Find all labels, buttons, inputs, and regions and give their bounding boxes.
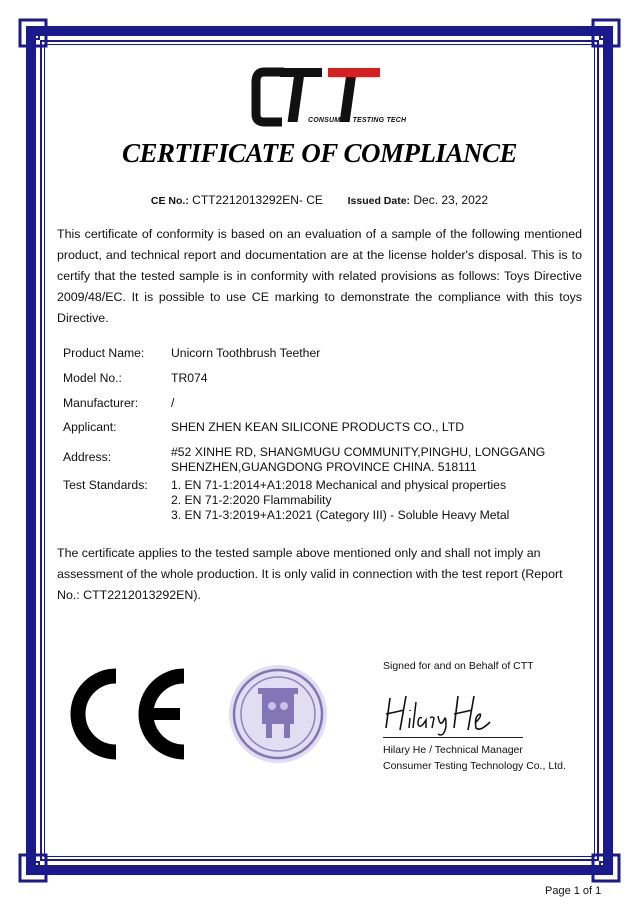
manufacturer-label: Manufacturer: xyxy=(63,396,139,410)
corner-ornament-top-right xyxy=(591,18,621,48)
address-label: Address: xyxy=(63,450,112,464)
test-standards-list xyxy=(171,478,591,523)
model-no-label: Model No.: xyxy=(63,371,122,385)
ce-number-line xyxy=(0,193,639,207)
model-no-value: TR074 xyxy=(171,371,208,385)
product-name-value: Unicorn Toothbrush Teether xyxy=(171,346,321,360)
ce-number-label: CE No.: xyxy=(150,195,189,207)
corner-ornament-bottom-right xyxy=(591,853,621,883)
signature-line xyxy=(383,737,523,738)
test-standard-item: 2. EN 71-2:2020 Flammability xyxy=(171,493,332,507)
signer-block xyxy=(383,742,566,774)
certificate-title: CERTIFICATE OF COMPLIANCE xyxy=(121,138,518,168)
company-seal-icon xyxy=(226,662,330,766)
test-standard-item: 3. EN 71-3:2019+A1:2021 (Category III) - Soluble Heavy Metal xyxy=(171,508,510,522)
test-standards-label: Test Standards: xyxy=(63,478,148,492)
test-standard-item: 1. EN 71-1:2014+A1:2018 Mechanical and physical properties xyxy=(171,478,507,492)
corner-ornament-top-left xyxy=(18,18,48,48)
signed-for-text: Signed for and on Behalf of CTT xyxy=(383,660,534,672)
address-line-1: #52 XINHE RD, SHANGMUGU COMMUNITY,PINGHU, LONGGANG xyxy=(171,445,546,459)
intro-paragraph: This certificate of conformity is based on an evaluation of a sample of the following mentioned product, and technical report and documentation are at the license holder's disposal. This is to certify that the tested sample is in conformity with related provisions as follows: Toys Directive 2009/48/EC. It is possible to use CE marking to demonstrate the compliance with this toys Directive. xyxy=(57,227,582,325)
applicant-label: Applicant: xyxy=(63,420,117,434)
corner-ornament-bottom-left xyxy=(18,853,48,883)
applicant-value: SHEN ZHEN KEAN SILICONE PRODUCTS CO., LTD xyxy=(171,420,464,434)
closing-paragraph: The certificate applies to the tested sample above mentioned only and shall not imply an assessment of the whole production. It is only valid in connection with the test report (Report No.: CTT2212013292EN). xyxy=(57,546,563,602)
issued-date-label: Issued Date: xyxy=(347,195,411,207)
signer-company: Consumer Testing Technology Co., Ltd. xyxy=(383,760,566,772)
signature-handwriting xyxy=(376,688,516,738)
page-number: Page 1 of 1 xyxy=(545,885,602,897)
issued-date-value: Dec. 23, 2022 xyxy=(413,193,489,207)
product-name-label: Product Name: xyxy=(63,346,145,360)
signer-name-title: Hilary He / Technical Manager xyxy=(383,744,523,756)
logo-subtext: CONSUMER TESTING TECH xyxy=(308,117,407,124)
ce-mark-logo xyxy=(62,668,192,760)
manufacturer-value: / xyxy=(171,396,175,410)
ce-number-value: CTT2212013292EN- CE xyxy=(192,193,323,207)
address-line-2: SHENZHEN,GUANGDONG PROVINCE CHINA. 518111 xyxy=(171,460,477,474)
address-value xyxy=(171,445,591,475)
